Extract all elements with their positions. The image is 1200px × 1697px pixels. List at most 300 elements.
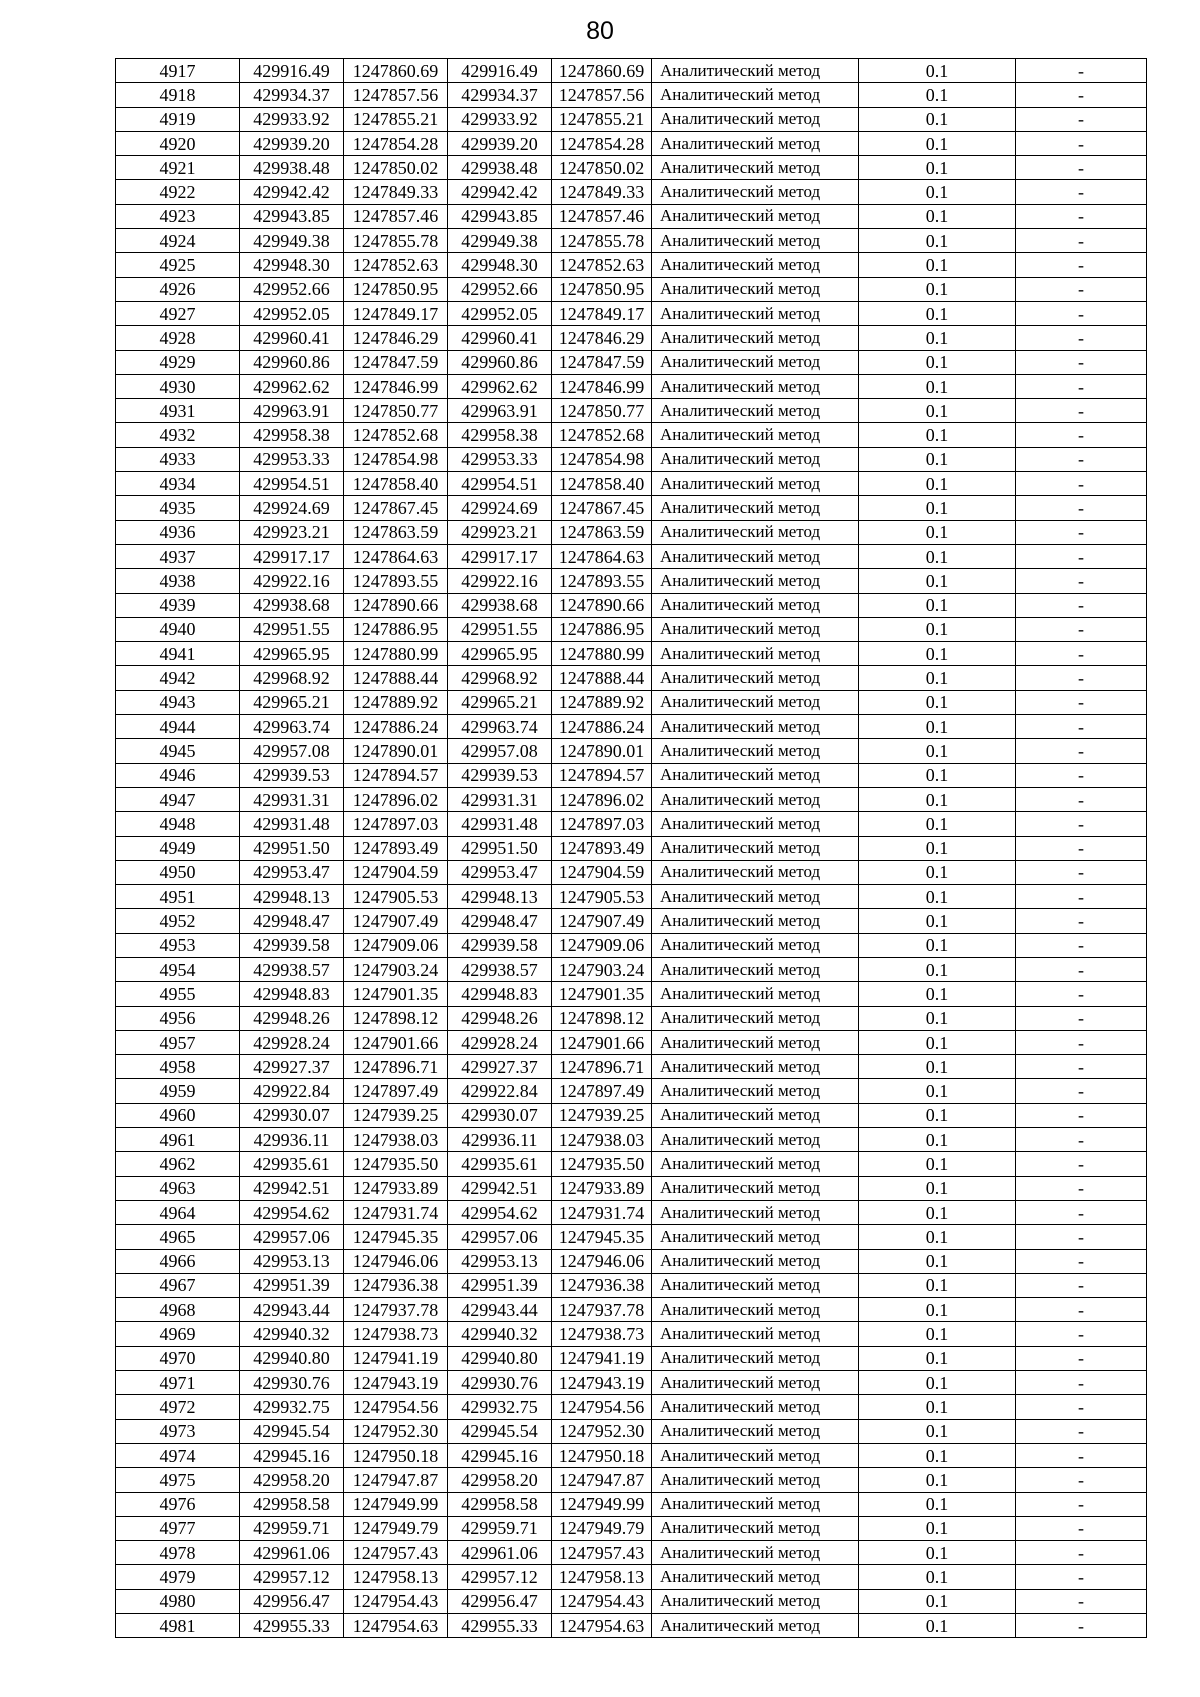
description-cell: - — [1016, 520, 1147, 544]
description-cell: - — [1016, 1322, 1147, 1346]
table-row — [116, 496, 1147, 520]
description-cell: - — [1016, 1371, 1147, 1395]
y-coordinate-cell: 1247846.99 — [344, 374, 448, 398]
table-row — [116, 957, 1147, 981]
x-coordinate-cell: 429945.54 — [448, 1419, 552, 1443]
table-row — [116, 472, 1147, 496]
point-number-cell: 4921 — [116, 156, 240, 180]
x-coordinate-cell: 429955.33 — [240, 1614, 344, 1638]
accuracy-cell: 0.1 — [859, 569, 1016, 593]
table-row — [116, 1614, 1147, 1638]
method-cell: Аналитический метод — [652, 83, 859, 107]
point-number-cell: 4923 — [116, 204, 240, 228]
description-cell: - — [1016, 59, 1147, 83]
accuracy-cell: 0.1 — [859, 544, 1016, 568]
point-number-cell: 4971 — [116, 1371, 240, 1395]
y-coordinate-cell: 1247886.95 — [552, 617, 652, 641]
description-cell: - — [1016, 885, 1147, 909]
x-coordinate-cell: 429954.51 — [240, 472, 344, 496]
table-row — [116, 399, 1147, 423]
y-coordinate-cell: 1247854.98 — [552, 447, 652, 471]
x-coordinate-cell: 429960.86 — [448, 350, 552, 374]
description-cell: - — [1016, 763, 1147, 787]
x-coordinate-cell: 429940.32 — [240, 1322, 344, 1346]
description-cell: - — [1016, 447, 1147, 471]
y-coordinate-cell: 1247850.02 — [552, 156, 652, 180]
x-coordinate-cell: 429962.62 — [448, 374, 552, 398]
accuracy-cell: 0.1 — [859, 180, 1016, 204]
y-coordinate-cell: 1247957.43 — [344, 1541, 448, 1565]
y-coordinate-cell: 1247938.73 — [344, 1322, 448, 1346]
x-coordinate-cell: 429916.49 — [240, 59, 344, 83]
point-number-cell: 4959 — [116, 1079, 240, 1103]
y-coordinate-cell: 1247858.40 — [552, 472, 652, 496]
x-coordinate-cell: 429948.26 — [448, 1006, 552, 1030]
x-coordinate-cell: 429956.47 — [240, 1589, 344, 1613]
y-coordinate-cell: 1247846.29 — [552, 326, 652, 350]
x-coordinate-cell: 429963.74 — [240, 715, 344, 739]
x-coordinate-cell: 429959.71 — [240, 1516, 344, 1540]
x-coordinate-cell: 429962.62 — [240, 374, 344, 398]
table-row — [116, 787, 1147, 811]
y-coordinate-cell: 1247949.79 — [344, 1516, 448, 1540]
y-coordinate-cell: 1247947.87 — [344, 1468, 448, 1492]
y-coordinate-cell: 1247905.53 — [552, 885, 652, 909]
x-coordinate-cell: 429927.37 — [448, 1055, 552, 1079]
x-coordinate-cell: 429923.21 — [448, 520, 552, 544]
x-coordinate-cell: 429931.48 — [240, 812, 344, 836]
x-coordinate-cell: 429936.11 — [448, 1128, 552, 1152]
y-coordinate-cell: 1247854.28 — [344, 131, 448, 155]
y-coordinate-cell: 1247901.66 — [344, 1030, 448, 1054]
description-cell: - — [1016, 1200, 1147, 1224]
table-row — [116, 690, 1147, 714]
y-coordinate-cell: 1247886.95 — [344, 617, 448, 641]
y-coordinate-cell: 1247852.63 — [344, 253, 448, 277]
x-coordinate-cell: 429924.69 — [240, 496, 344, 520]
method-cell: Аналитический метод — [652, 1492, 859, 1516]
x-coordinate-cell: 429949.38 — [448, 229, 552, 253]
table-row — [116, 885, 1147, 909]
description-cell: - — [1016, 277, 1147, 301]
y-coordinate-cell: 1247933.89 — [344, 1176, 448, 1200]
y-coordinate-cell: 1247886.24 — [552, 715, 652, 739]
method-cell: Аналитический метод — [652, 374, 859, 398]
y-coordinate-cell: 1247898.12 — [552, 1006, 652, 1030]
x-coordinate-cell: 429948.47 — [240, 909, 344, 933]
description-cell: - — [1016, 301, 1147, 325]
point-number-cell: 4931 — [116, 399, 240, 423]
method-cell: Аналитический метод — [652, 1468, 859, 1492]
table-row — [116, 1589, 1147, 1613]
table-row — [116, 617, 1147, 641]
accuracy-cell: 0.1 — [859, 763, 1016, 787]
y-coordinate-cell: 1247954.43 — [552, 1589, 652, 1613]
description-cell: - — [1016, 423, 1147, 447]
accuracy-cell: 0.1 — [859, 423, 1016, 447]
x-coordinate-cell: 429938.57 — [240, 957, 344, 981]
description-cell: - — [1016, 812, 1147, 836]
table-row — [116, 447, 1147, 471]
x-coordinate-cell: 429940.80 — [240, 1346, 344, 1370]
x-coordinate-cell: 429932.75 — [448, 1395, 552, 1419]
y-coordinate-cell: 1247947.87 — [552, 1468, 652, 1492]
table-row — [116, 593, 1147, 617]
x-coordinate-cell: 429951.55 — [448, 617, 552, 641]
table-row — [116, 1273, 1147, 1297]
method-cell: Аналитический метод — [652, 1079, 859, 1103]
y-coordinate-cell: 1247938.03 — [552, 1128, 652, 1152]
method-cell: Аналитический метод — [652, 1371, 859, 1395]
accuracy-cell: 0.1 — [859, 666, 1016, 690]
point-number-cell: 4936 — [116, 520, 240, 544]
accuracy-cell: 0.1 — [859, 253, 1016, 277]
table-row — [116, 350, 1147, 374]
table-row — [116, 59, 1147, 83]
y-coordinate-cell: 1247846.99 — [552, 374, 652, 398]
accuracy-cell: 0.1 — [859, 1371, 1016, 1395]
description-cell: - — [1016, 107, 1147, 131]
y-coordinate-cell: 1247946.06 — [344, 1249, 448, 1273]
point-number-cell: 4977 — [116, 1516, 240, 1540]
accuracy-cell: 0.1 — [859, 229, 1016, 253]
y-coordinate-cell: 1247903.24 — [344, 957, 448, 981]
x-coordinate-cell: 429917.17 — [240, 544, 344, 568]
accuracy-cell: 0.1 — [859, 1200, 1016, 1224]
x-coordinate-cell: 429953.47 — [448, 860, 552, 884]
description-cell: - — [1016, 933, 1147, 957]
x-coordinate-cell: 429965.95 — [240, 642, 344, 666]
description-cell: - — [1016, 350, 1147, 374]
method-cell: Аналитический метод — [652, 59, 859, 83]
table-row — [116, 1371, 1147, 1395]
point-number-cell: 4927 — [116, 301, 240, 325]
x-coordinate-cell: 429954.62 — [240, 1200, 344, 1224]
description-cell: - — [1016, 787, 1147, 811]
x-coordinate-cell: 429953.33 — [240, 447, 344, 471]
point-number-cell: 4941 — [116, 642, 240, 666]
description-cell: - — [1016, 1468, 1147, 1492]
y-coordinate-cell: 1247943.19 — [552, 1371, 652, 1395]
method-cell: Аналитический метод — [652, 957, 859, 981]
method-cell: Аналитический метод — [652, 472, 859, 496]
y-coordinate-cell: 1247893.49 — [344, 836, 448, 860]
y-coordinate-cell: 1247849.33 — [344, 180, 448, 204]
description-cell: - — [1016, 617, 1147, 641]
y-coordinate-cell: 1247850.77 — [552, 399, 652, 423]
x-coordinate-cell: 429930.07 — [240, 1103, 344, 1127]
x-coordinate-cell: 429922.16 — [448, 569, 552, 593]
y-coordinate-cell: 1247903.24 — [552, 957, 652, 981]
y-coordinate-cell: 1247897.49 — [344, 1079, 448, 1103]
method-cell: Аналитический метод — [652, 860, 859, 884]
y-coordinate-cell: 1247894.57 — [344, 763, 448, 787]
point-number-cell: 4981 — [116, 1614, 240, 1638]
x-coordinate-cell: 429965.21 — [448, 690, 552, 714]
y-coordinate-cell: 1247847.59 — [552, 350, 652, 374]
accuracy-cell: 0.1 — [859, 715, 1016, 739]
description-cell: - — [1016, 1249, 1147, 1273]
y-coordinate-cell: 1247941.19 — [344, 1346, 448, 1370]
y-coordinate-cell: 1247907.49 — [552, 909, 652, 933]
point-number-cell: 4938 — [116, 569, 240, 593]
point-number-cell: 4979 — [116, 1565, 240, 1589]
description-cell: - — [1016, 1419, 1147, 1443]
y-coordinate-cell: 1247888.44 — [344, 666, 448, 690]
description-cell: - — [1016, 1152, 1147, 1176]
table-row — [116, 1030, 1147, 1054]
y-coordinate-cell: 1247941.19 — [552, 1346, 652, 1370]
description-cell: - — [1016, 1541, 1147, 1565]
point-number-cell: 4956 — [116, 1006, 240, 1030]
x-coordinate-cell: 429953.13 — [240, 1249, 344, 1273]
x-coordinate-cell: 429952.05 — [448, 301, 552, 325]
y-coordinate-cell: 1247897.03 — [344, 812, 448, 836]
accuracy-cell: 0.1 — [859, 812, 1016, 836]
x-coordinate-cell: 429938.57 — [448, 957, 552, 981]
x-coordinate-cell: 429956.47 — [448, 1589, 552, 1613]
x-coordinate-cell: 429953.33 — [448, 447, 552, 471]
x-coordinate-cell: 429948.83 — [240, 982, 344, 1006]
y-coordinate-cell: 1247852.63 — [552, 253, 652, 277]
description-cell: - — [1016, 836, 1147, 860]
accuracy-cell: 0.1 — [859, 301, 1016, 325]
method-cell: Аналитический метод — [652, 593, 859, 617]
accuracy-cell: 0.1 — [859, 447, 1016, 471]
y-coordinate-cell: 1247905.53 — [344, 885, 448, 909]
accuracy-cell: 0.1 — [859, 83, 1016, 107]
table-row — [116, 1103, 1147, 1127]
y-coordinate-cell: 1247952.30 — [552, 1419, 652, 1443]
accuracy-cell: 0.1 — [859, 1589, 1016, 1613]
point-number-cell: 4924 — [116, 229, 240, 253]
point-number-cell: 4942 — [116, 666, 240, 690]
point-number-cell: 4922 — [116, 180, 240, 204]
x-coordinate-cell: 429945.16 — [240, 1443, 344, 1467]
table-body — [116, 59, 1147, 1638]
y-coordinate-cell: 1247890.66 — [552, 593, 652, 617]
method-cell: Аналитический метод — [652, 156, 859, 180]
point-number-cell: 4955 — [116, 982, 240, 1006]
method-cell: Аналитический метод — [652, 1030, 859, 1054]
point-number-cell: 4954 — [116, 957, 240, 981]
point-number-cell: 4920 — [116, 131, 240, 155]
x-coordinate-cell: 429951.39 — [448, 1273, 552, 1297]
x-coordinate-cell: 429942.51 — [240, 1176, 344, 1200]
table-row — [116, 156, 1147, 180]
y-coordinate-cell: 1247896.02 — [552, 787, 652, 811]
x-coordinate-cell: 429928.24 — [240, 1030, 344, 1054]
method-cell: Аналитический метод — [652, 836, 859, 860]
method-cell: Аналитический метод — [652, 1443, 859, 1467]
description-cell: - — [1016, 860, 1147, 884]
x-coordinate-cell: 429961.06 — [448, 1541, 552, 1565]
table-row — [116, 1200, 1147, 1224]
x-coordinate-cell: 429948.30 — [448, 253, 552, 277]
point-number-cell: 4967 — [116, 1273, 240, 1297]
x-coordinate-cell: 429934.37 — [448, 83, 552, 107]
y-coordinate-cell: 1247852.68 — [552, 423, 652, 447]
x-coordinate-cell: 429968.92 — [448, 666, 552, 690]
table-row — [116, 812, 1147, 836]
x-coordinate-cell: 429963.91 — [448, 399, 552, 423]
x-coordinate-cell: 429957.12 — [240, 1565, 344, 1589]
y-coordinate-cell: 1247855.78 — [552, 229, 652, 253]
description-cell: - — [1016, 496, 1147, 520]
x-coordinate-cell: 429927.37 — [240, 1055, 344, 1079]
table-row — [116, 520, 1147, 544]
point-number-cell: 4943 — [116, 690, 240, 714]
y-coordinate-cell: 1247954.63 — [552, 1614, 652, 1638]
point-number-cell: 4969 — [116, 1322, 240, 1346]
y-coordinate-cell: 1247880.99 — [344, 642, 448, 666]
table-row — [116, 1541, 1147, 1565]
x-coordinate-cell: 429939.58 — [448, 933, 552, 957]
table-row — [116, 180, 1147, 204]
method-cell: Аналитический метод — [652, 933, 859, 957]
y-coordinate-cell: 1247936.38 — [552, 1273, 652, 1297]
y-coordinate-cell: 1247958.13 — [552, 1565, 652, 1589]
accuracy-cell: 0.1 — [859, 1419, 1016, 1443]
method-cell: Аналитический метод — [652, 617, 859, 641]
y-coordinate-cell: 1247909.06 — [344, 933, 448, 957]
accuracy-cell: 0.1 — [859, 1079, 1016, 1103]
x-coordinate-cell: 429965.95 — [448, 642, 552, 666]
table-row — [116, 1322, 1147, 1346]
table-row — [116, 982, 1147, 1006]
method-cell: Аналитический метод — [652, 666, 859, 690]
y-coordinate-cell: 1247849.17 — [344, 301, 448, 325]
x-coordinate-cell: 429963.74 — [448, 715, 552, 739]
y-coordinate-cell: 1247857.46 — [552, 204, 652, 228]
method-cell: Аналитический метод — [652, 496, 859, 520]
x-coordinate-cell: 429948.13 — [240, 885, 344, 909]
x-coordinate-cell: 429958.58 — [240, 1492, 344, 1516]
y-coordinate-cell: 1247907.49 — [344, 909, 448, 933]
table-row — [116, 326, 1147, 350]
y-coordinate-cell: 1247880.99 — [552, 642, 652, 666]
method-cell: Аналитический метод — [652, 1128, 859, 1152]
point-number-cell: 4949 — [116, 836, 240, 860]
y-coordinate-cell: 1247954.56 — [344, 1395, 448, 1419]
y-coordinate-cell: 1247854.28 — [552, 131, 652, 155]
x-coordinate-cell: 429960.86 — [240, 350, 344, 374]
y-coordinate-cell: 1247943.19 — [344, 1371, 448, 1395]
y-coordinate-cell: 1247857.46 — [344, 204, 448, 228]
x-coordinate-cell: 429942.51 — [448, 1176, 552, 1200]
x-coordinate-cell: 429933.92 — [240, 107, 344, 131]
x-coordinate-cell: 429948.30 — [240, 253, 344, 277]
x-coordinate-cell: 429931.31 — [448, 787, 552, 811]
accuracy-cell: 0.1 — [859, 909, 1016, 933]
table-row — [116, 204, 1147, 228]
method-cell: Аналитический метод — [652, 763, 859, 787]
method-cell: Аналитический метод — [652, 1273, 859, 1297]
x-coordinate-cell: 429935.61 — [240, 1152, 344, 1176]
x-coordinate-cell: 429957.12 — [448, 1565, 552, 1589]
description-cell: - — [1016, 229, 1147, 253]
y-coordinate-cell: 1247954.43 — [344, 1589, 448, 1613]
x-coordinate-cell: 429960.41 — [240, 326, 344, 350]
x-coordinate-cell: 429939.53 — [448, 763, 552, 787]
y-coordinate-cell: 1247939.25 — [552, 1103, 652, 1127]
accuracy-cell: 0.1 — [859, 520, 1016, 544]
x-coordinate-cell: 429943.85 — [448, 204, 552, 228]
accuracy-cell: 0.1 — [859, 1346, 1016, 1370]
table-row — [116, 374, 1147, 398]
method-cell: Аналитический метод — [652, 1589, 859, 1613]
page-number: 80 — [586, 17, 614, 45]
y-coordinate-cell: 1247849.33 — [552, 180, 652, 204]
y-coordinate-cell: 1247858.40 — [344, 472, 448, 496]
point-number-cell: 4932 — [116, 423, 240, 447]
description-cell: - — [1016, 83, 1147, 107]
y-coordinate-cell: 1247896.02 — [344, 787, 448, 811]
accuracy-cell: 0.1 — [859, 836, 1016, 860]
point-number-cell: 4917 — [116, 59, 240, 83]
table-row — [116, 666, 1147, 690]
point-number-cell: 4974 — [116, 1443, 240, 1467]
method-cell: Аналитический метод — [652, 544, 859, 568]
point-number-cell: 4951 — [116, 885, 240, 909]
method-cell: Аналитический метод — [652, 1298, 859, 1322]
x-coordinate-cell: 429935.61 — [448, 1152, 552, 1176]
table-row — [116, 763, 1147, 787]
method-cell: Аналитический метод — [652, 982, 859, 1006]
y-coordinate-cell: 1247888.44 — [552, 666, 652, 690]
point-number-cell: 4918 — [116, 83, 240, 107]
y-coordinate-cell: 1247894.57 — [552, 763, 652, 787]
description-cell: - — [1016, 472, 1147, 496]
method-cell: Аналитический метод — [652, 520, 859, 544]
y-coordinate-cell: 1247954.63 — [344, 1614, 448, 1638]
x-coordinate-cell: 429933.92 — [448, 107, 552, 131]
accuracy-cell: 0.1 — [859, 326, 1016, 350]
x-coordinate-cell: 429953.13 — [448, 1249, 552, 1273]
y-coordinate-cell: 1247893.55 — [344, 569, 448, 593]
point-number-cell: 4934 — [116, 472, 240, 496]
y-coordinate-cell: 1247938.73 — [552, 1322, 652, 1346]
y-coordinate-cell: 1247897.49 — [552, 1079, 652, 1103]
table-row — [116, 131, 1147, 155]
table-row — [116, 107, 1147, 131]
table-row — [116, 1176, 1147, 1200]
method-cell: Аналитический метод — [652, 690, 859, 714]
point-number-cell: 4947 — [116, 787, 240, 811]
y-coordinate-cell: 1247896.71 — [552, 1055, 652, 1079]
accuracy-cell: 0.1 — [859, 350, 1016, 374]
x-coordinate-cell: 429939.58 — [240, 933, 344, 957]
y-coordinate-cell: 1247860.69 — [344, 59, 448, 83]
y-coordinate-cell: 1247945.35 — [344, 1225, 448, 1249]
point-number-cell: 4961 — [116, 1128, 240, 1152]
table-row — [116, 1443, 1147, 1467]
description-cell: - — [1016, 1273, 1147, 1297]
x-coordinate-cell: 429940.80 — [448, 1346, 552, 1370]
x-coordinate-cell: 429948.26 — [240, 1006, 344, 1030]
y-coordinate-cell: 1247901.35 — [552, 982, 652, 1006]
point-number-cell: 4964 — [116, 1200, 240, 1224]
y-coordinate-cell: 1247896.71 — [344, 1055, 448, 1079]
method-cell: Аналитический метод — [652, 569, 859, 593]
accuracy-cell: 0.1 — [859, 204, 1016, 228]
description-cell: - — [1016, 957, 1147, 981]
table-row — [116, 642, 1147, 666]
table-row — [116, 253, 1147, 277]
y-coordinate-cell: 1247850.95 — [552, 277, 652, 301]
y-coordinate-cell: 1247938.03 — [344, 1128, 448, 1152]
y-coordinate-cell: 1247855.21 — [344, 107, 448, 131]
